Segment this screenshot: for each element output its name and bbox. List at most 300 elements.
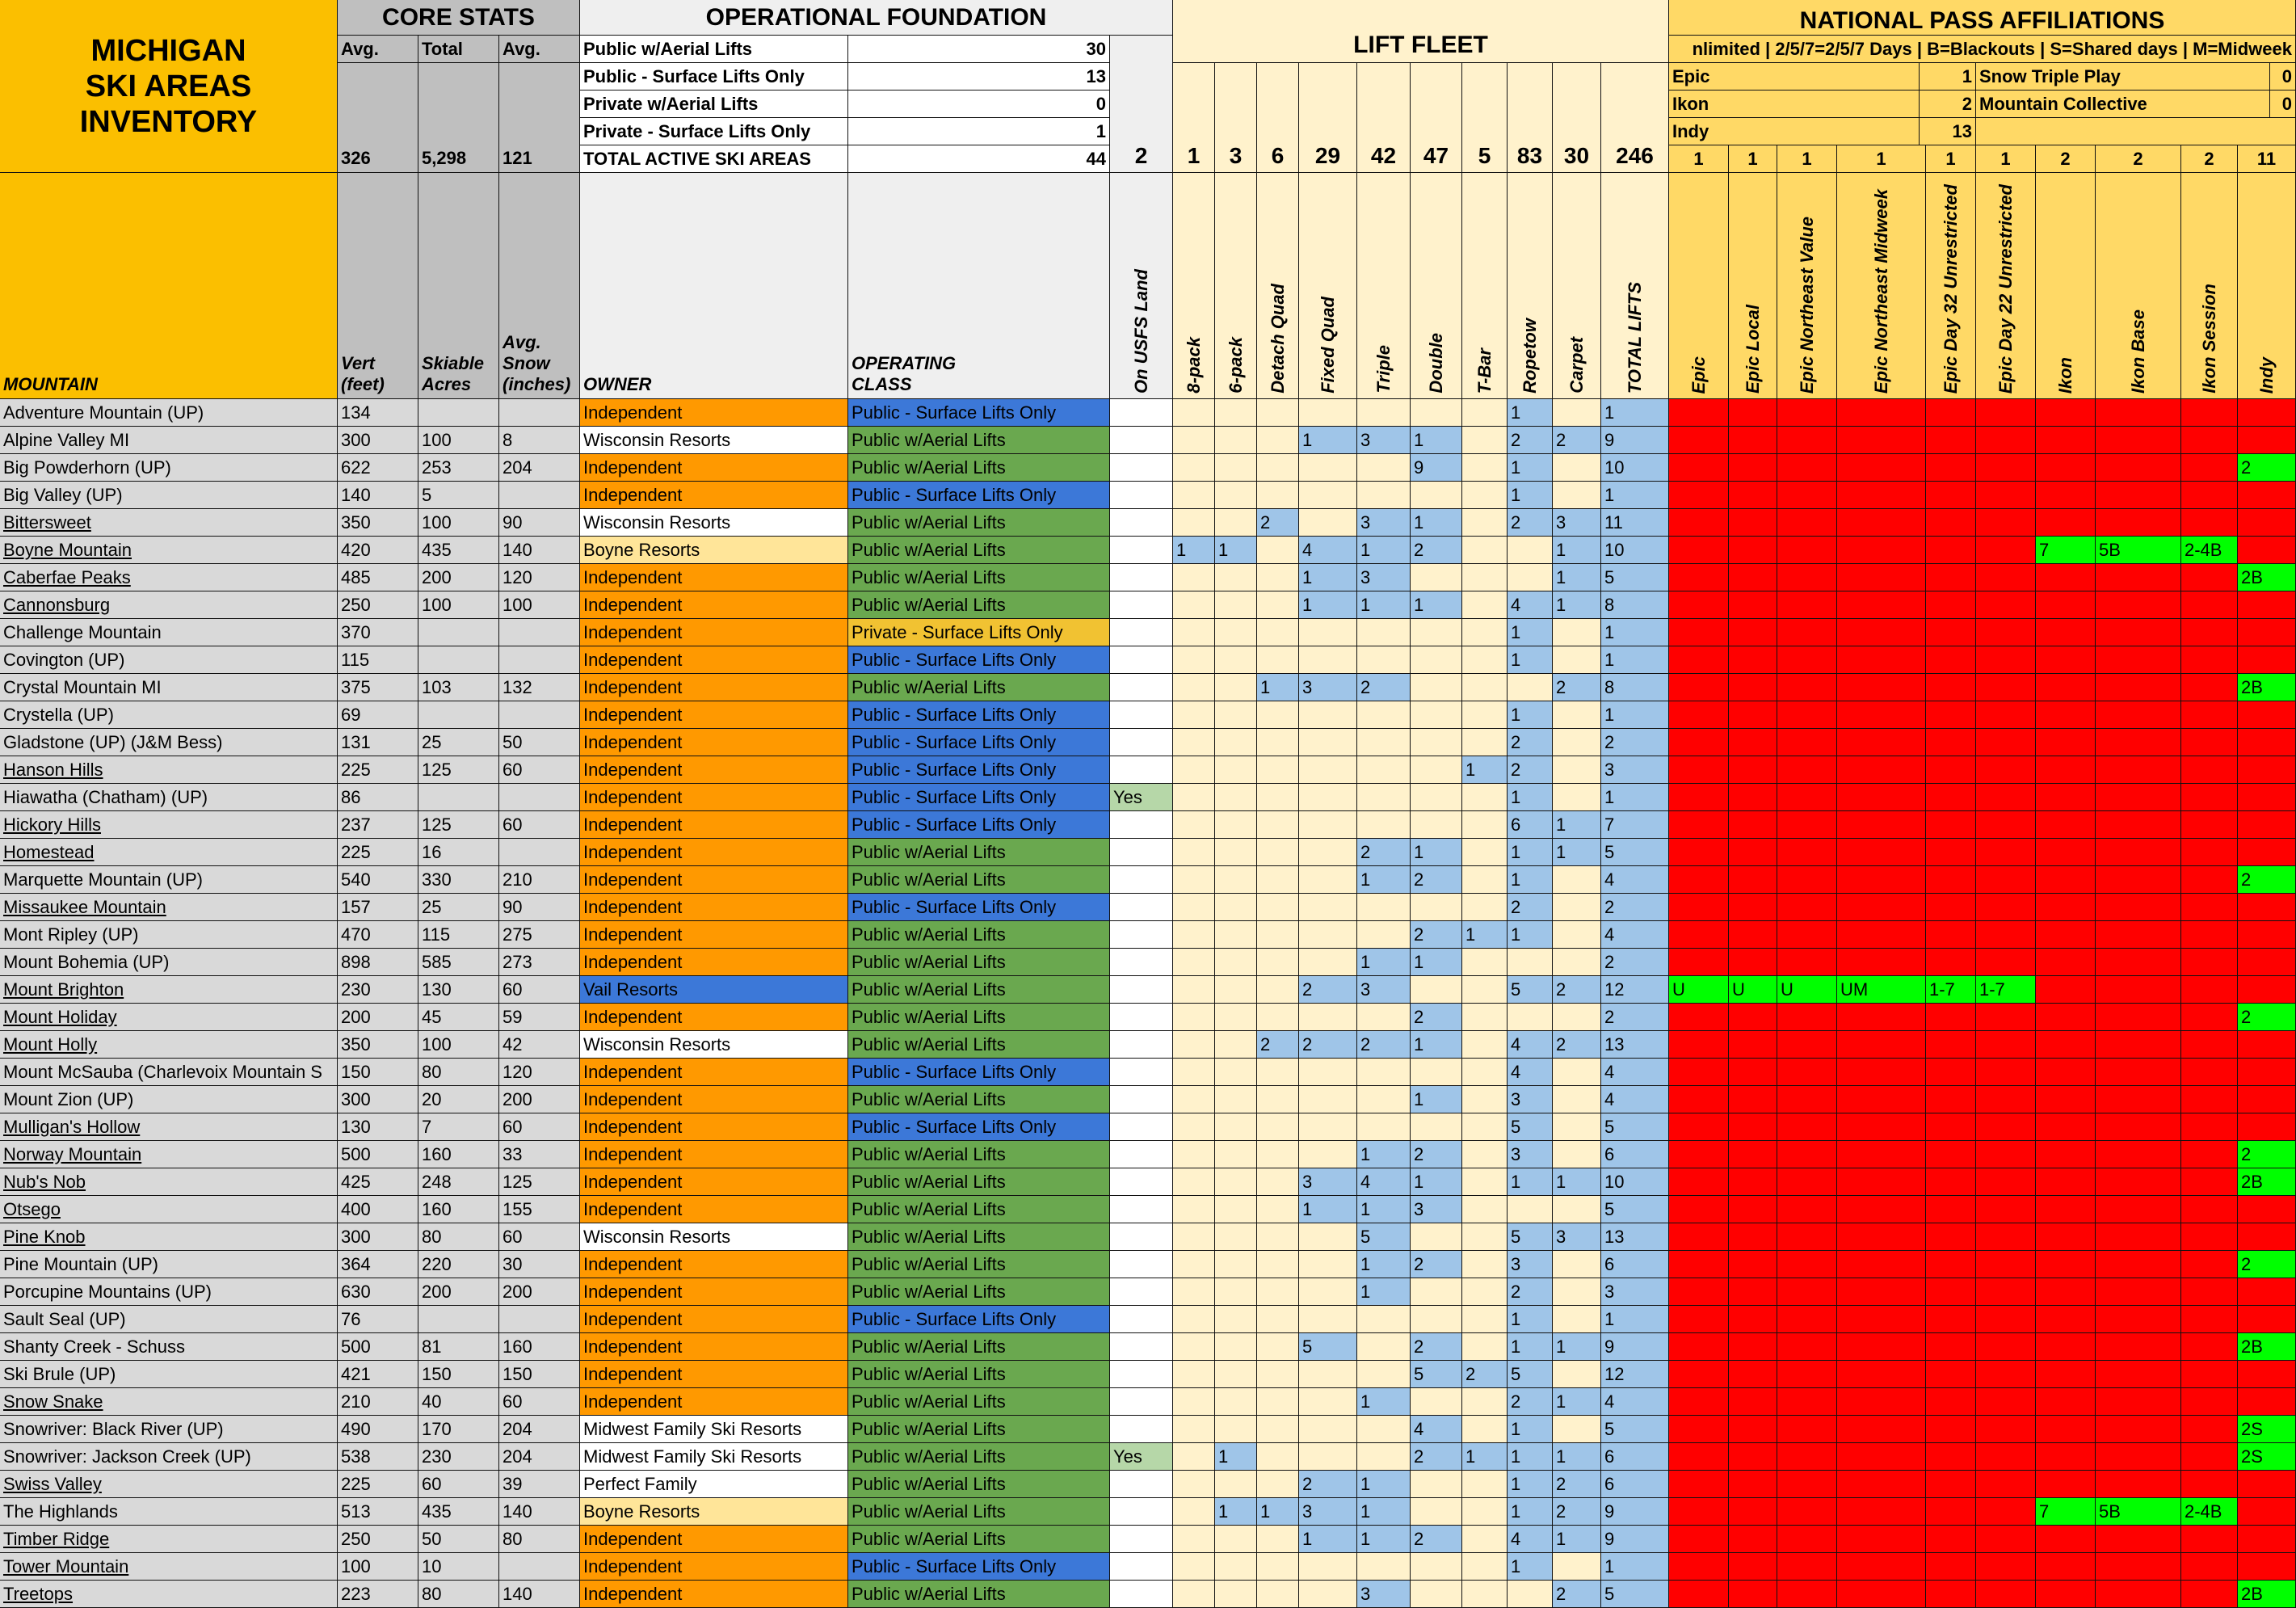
lift-count [1215, 399, 1257, 427]
pass-value [2036, 591, 2096, 619]
pass-value [2036, 866, 2096, 894]
pass-value [2036, 564, 2096, 591]
mountain-name[interactable]: Mount Holiday [0, 1004, 338, 1031]
lift-count [1553, 1004, 1601, 1031]
pass-value [1777, 1443, 1837, 1471]
mountain-name[interactable]: Cannonsburg [0, 591, 338, 619]
usfs-value [1110, 1278, 1173, 1306]
vert-value: 370 [338, 619, 418, 646]
operating-class-value: Public - Surface Lifts Only [848, 811, 1110, 839]
owner-value: Independent [580, 784, 848, 811]
pass-value [2036, 1196, 2096, 1223]
lift-count [1462, 1059, 1508, 1086]
pass-value [1777, 1553, 1837, 1581]
lift-count [1215, 839, 1257, 866]
pass-value [2096, 921, 2181, 949]
lift-count [1299, 509, 1357, 537]
lift-count: 3 [1299, 1168, 1357, 1196]
pass-value [1976, 619, 2036, 646]
usfs-value [1110, 894, 1173, 921]
lift-count [1215, 1333, 1257, 1361]
total-lifts-value: 5 [1601, 1196, 1669, 1223]
usfs-value [1110, 1361, 1173, 1388]
total-lifts-value: 4 [1601, 1086, 1669, 1113]
mountain-name[interactable]: Norway Mountain [0, 1141, 338, 1168]
pass-value [1729, 729, 1777, 756]
pass-value [1669, 894, 1729, 921]
mountain-name: Adventure Mountain (UP) [0, 399, 338, 427]
total-lifts-value: 1 [1601, 784, 1669, 811]
acres-value: 125 [418, 811, 499, 839]
pass-value [1926, 1086, 1976, 1113]
lift-count [1173, 949, 1215, 976]
lift-count [1357, 756, 1411, 784]
pass-value [2036, 784, 2096, 811]
header-owner: OWNER [580, 173, 848, 399]
lift-count: 2 [1553, 976, 1601, 1004]
mountain-name[interactable]: Mount Brighton [0, 976, 338, 1004]
snow-value [499, 646, 580, 674]
acres-value: 435 [418, 537, 499, 564]
pass-value [2096, 1416, 2181, 1443]
core-stats-value: 326 [338, 63, 418, 173]
owner-value: Independent [580, 1141, 848, 1168]
owner-value: Boyne Resorts [580, 537, 848, 564]
pass-value [2238, 1223, 2296, 1251]
acres-value: 80 [418, 1223, 499, 1251]
operating-class-value: Public w/Aerial Lifts [848, 921, 1110, 949]
pass-value: 1-7 [1926, 976, 1976, 1004]
pass-value [2036, 701, 2096, 729]
owner-value: Independent [580, 1251, 848, 1278]
pass-value [1837, 1278, 1926, 1306]
pass-value [1837, 1498, 1926, 1526]
pass-value [1669, 591, 1729, 619]
pass-value [1837, 1031, 1926, 1059]
lift-count [1411, 729, 1462, 756]
lift-count [1553, 1086, 1601, 1113]
pass-value [2036, 509, 2096, 537]
usfs-value [1110, 564, 1173, 591]
acres-value: 200 [418, 564, 499, 591]
pass-value [2096, 894, 2181, 921]
snow-value: 160 [499, 1333, 580, 1361]
lift-count [1357, 1553, 1411, 1581]
lift-count [1462, 1141, 1508, 1168]
usfs-value [1110, 674, 1173, 701]
pass-value [2096, 1223, 2181, 1251]
lift-count [1173, 701, 1215, 729]
acres-value [418, 701, 499, 729]
pass-value: 2B [2238, 1168, 2296, 1196]
lift-count [1508, 1196, 1553, 1223]
operating-class-value: Public w/Aerial Lifts [848, 1196, 1110, 1223]
pass-value [2096, 1113, 2181, 1141]
pass-value [1777, 1086, 1837, 1113]
header-pass-0 [1669, 173, 1729, 399]
pass-value [2096, 976, 2181, 1004]
pass-value: 2S [2238, 1443, 2296, 1471]
mountain-name: Big Powderhorn (UP) [0, 454, 338, 482]
pass-value [1926, 1223, 1976, 1251]
pass-value [2238, 1388, 2296, 1416]
usfs-value [1110, 866, 1173, 894]
lift-count [1215, 509, 1257, 537]
lift-count [1215, 1388, 1257, 1416]
mountain-name[interactable]: Bittersweet [0, 509, 338, 537]
pass-value [2181, 1388, 2238, 1416]
lift-count [1462, 811, 1508, 839]
sheet-title [0, 0, 338, 173]
usfs-value [1110, 1141, 1173, 1168]
lift-count: 1 [1411, 949, 1462, 976]
pass-value [2181, 674, 2238, 701]
pass-value [2096, 674, 2181, 701]
pass-value [2096, 454, 2181, 482]
mountain-name[interactable]: Pine Knob [0, 1223, 338, 1251]
lift-count: 1 [1215, 537, 1257, 564]
vert-value: 134 [338, 399, 418, 427]
mountain-name[interactable]: Timber Ridge [0, 1526, 338, 1553]
pass-value [2181, 729, 2238, 756]
owner-value: Independent [580, 921, 848, 949]
lift-count [1462, 729, 1508, 756]
pass-value [1669, 646, 1729, 674]
pass-value [1669, 1388, 1729, 1416]
lift-count [1173, 839, 1215, 866]
lift-count: 2 [1411, 1251, 1462, 1278]
lift-count [1299, 784, 1357, 811]
lift-count [1215, 482, 1257, 509]
pass-value [1777, 1196, 1837, 1223]
vert-value: 76 [338, 1306, 418, 1333]
op-summary-value: 0 [848, 91, 1110, 118]
usfs-value [1110, 399, 1173, 427]
mountain-name[interactable]: Hanson Hills [0, 756, 338, 784]
total-lifts-value: 10 [1601, 1168, 1669, 1196]
acres-value: 150 [418, 1361, 499, 1388]
lift-count [1553, 756, 1601, 784]
pass-value [1926, 509, 1976, 537]
lift-count [1299, 894, 1357, 921]
pass-value [1837, 509, 1926, 537]
pass-value [1777, 482, 1837, 509]
lift-count: 1 [1357, 866, 1411, 894]
usfs-value: Yes [1110, 784, 1173, 811]
total-lifts-value: 3 [1601, 756, 1669, 784]
lift-count [1462, 564, 1508, 591]
pass-value [2096, 482, 2181, 509]
lift-count: 1 [1553, 591, 1601, 619]
op-summary-label: Public w/Aerial Lifts [580, 36, 848, 63]
lift-count: 4 [1411, 1416, 1462, 1443]
pass-value [1669, 949, 1729, 976]
pass-summary-value: 0 [2270, 91, 2296, 118]
mountain-name: Mont Ripley (UP) [0, 921, 338, 949]
mountain-name[interactable]: Boyne Mountain [0, 537, 338, 564]
pass-value [1669, 1059, 1729, 1086]
pass-value [2096, 1004, 2181, 1031]
sheet-title-line: MICHIGAN [90, 33, 246, 68]
acres-value: 103 [418, 674, 499, 701]
snow-value: 59 [499, 1004, 580, 1031]
pass-value [1976, 811, 2036, 839]
core-stats-value: 5,298 [418, 63, 499, 173]
pass-summary-label: Epic [1669, 63, 1920, 91]
pass-value [1777, 1113, 1837, 1141]
lift-count [1215, 564, 1257, 591]
lift-count: 5 [1508, 1113, 1553, 1141]
pass-value [2096, 1333, 2181, 1361]
mountain-name[interactable]: Homestead [0, 839, 338, 866]
lift-count [1462, 1086, 1508, 1113]
pass-total: 11 [2238, 145, 2296, 173]
pass-value [1669, 784, 1729, 811]
lift-count [1173, 1526, 1215, 1553]
snow-value: 120 [499, 1059, 580, 1086]
total-lifts-value: 1 [1601, 482, 1669, 509]
header-pass-8 [2181, 173, 2238, 399]
operating-class-value: Public w/Aerial Lifts [848, 1031, 1110, 1059]
pass-summary-value: 2 [1920, 91, 1976, 118]
owner-value: Independent [580, 839, 848, 866]
lift-count [1215, 1196, 1257, 1223]
owner-value: Independent [580, 1196, 848, 1223]
pass-value [1669, 921, 1729, 949]
lift-count: 1 [1462, 756, 1508, 784]
owner-value: Vail Resorts [580, 976, 848, 1004]
usfs-value [1110, 646, 1173, 674]
lift-count: 4 [1508, 1031, 1553, 1059]
total-lifts-value: 1 [1601, 399, 1669, 427]
mountain-name: Ski Brule (UP) [0, 1361, 338, 1388]
mountain-name[interactable]: Nub's Nob [0, 1168, 338, 1196]
operating-class-value: Public w/Aerial Lifts [848, 1388, 1110, 1416]
pass-value: 2B [2238, 564, 2296, 591]
pass-value [1729, 1526, 1777, 1553]
acres-value: 100 [418, 427, 499, 454]
pass-value [2238, 1306, 2296, 1333]
pass-summary-blank [1976, 118, 2296, 145]
mountain-name[interactable]: Missaukee Mountain [0, 894, 338, 921]
lift-count [1257, 866, 1299, 894]
lift-count: 3 [1357, 1581, 1411, 1608]
mountain-name[interactable]: Swiss Valley [0, 1471, 338, 1498]
pass-value [2096, 1443, 2181, 1471]
owner-value: Independent [580, 1526, 848, 1553]
lift-count: 1 [1357, 1388, 1411, 1416]
lift-count: 1 [1508, 784, 1553, 811]
pass-value [1777, 729, 1837, 756]
header-lift-5-label: Double [1425, 333, 1446, 394]
lift-count: 2 [1257, 1031, 1299, 1059]
usfs-value [1110, 1581, 1173, 1608]
operating-class-value: Public w/Aerial Lifts [848, 866, 1110, 894]
usfs-total: 2 [1110, 36, 1173, 173]
pass-value [2181, 399, 2238, 427]
lift-count: 1 [1411, 591, 1462, 619]
lift-count [1215, 1086, 1257, 1113]
lift-count [1257, 1443, 1299, 1471]
pass-value [1669, 1141, 1729, 1168]
lift-count [1462, 399, 1508, 427]
pass-value [1926, 1498, 1976, 1526]
pass-value [1669, 1278, 1729, 1306]
lift-count [1462, 976, 1508, 1004]
pass-value [1837, 1196, 1926, 1223]
total-lifts-value: 13 [1601, 1031, 1669, 1059]
lift-count [1215, 894, 1257, 921]
mountain-name[interactable]: Mulligan's Hollow [0, 1113, 338, 1141]
pass-value [2036, 1443, 2096, 1471]
pass-value [1669, 1168, 1729, 1196]
lift-count [1257, 811, 1299, 839]
lift-count [1462, 619, 1508, 646]
mountain-name[interactable]: Otsego [0, 1196, 338, 1223]
lift-count [1411, 701, 1462, 729]
snow-value: 30 [499, 1251, 580, 1278]
pass-value [1926, 1333, 1976, 1361]
mountain-name[interactable]: Snow Snake [0, 1388, 338, 1416]
lift-count [1299, 1086, 1357, 1113]
total-lifts-value: 7 [1601, 811, 1669, 839]
lift-count [1411, 674, 1462, 701]
mountain-name[interactable]: Mount Holly [0, 1031, 338, 1059]
pass-value [2036, 1113, 2096, 1141]
usfs-value [1110, 701, 1173, 729]
lift-count: 2 [1508, 1388, 1553, 1416]
pass-value [2181, 1443, 2238, 1471]
total-lifts-value: 9 [1601, 1526, 1669, 1553]
pass-value [2096, 701, 2181, 729]
lift-count: 1 [1553, 1526, 1601, 1553]
lift-count [1257, 839, 1299, 866]
lift-count [1411, 619, 1462, 646]
total-lifts-value: 1 [1601, 619, 1669, 646]
mountain-name: Crystal Mountain MI [0, 674, 338, 701]
pass-value [1777, 756, 1837, 784]
mountain-name[interactable]: Tower Mountain [0, 1553, 338, 1581]
pass-value [2036, 1416, 2096, 1443]
lift-count [1462, 1471, 1508, 1498]
snow-value: 8 [499, 427, 580, 454]
lift-count: 1 [1173, 537, 1215, 564]
usfs-value [1110, 1031, 1173, 1059]
header-lift-8 [1553, 173, 1601, 399]
vert-value: 485 [338, 564, 418, 591]
lift-count: 3 [1299, 674, 1357, 701]
pass-value [1777, 866, 1837, 894]
pass-value [2036, 454, 2096, 482]
acres-value [418, 646, 499, 674]
header-mountain: MOUNTAIN [0, 173, 338, 399]
lift-count [1357, 921, 1411, 949]
snow-value: 60 [499, 1113, 580, 1141]
pass-value [1926, 1278, 1976, 1306]
pass-value [1729, 1059, 1777, 1086]
lift-count [1173, 811, 1215, 839]
pass-value [2096, 1031, 2181, 1059]
operating-class-value: Public w/Aerial Lifts [848, 591, 1110, 619]
pass-value [1976, 1498, 2036, 1526]
pass-value [2181, 811, 2238, 839]
mountain-name: Gladstone (UP) (J&M Bess) [0, 729, 338, 756]
snow-value: 60 [499, 756, 580, 784]
lift-count [1215, 701, 1257, 729]
pass-value [1729, 1113, 1777, 1141]
pass-value [1926, 1553, 1976, 1581]
pass-value [1837, 1526, 1926, 1553]
lift-count [1508, 674, 1553, 701]
vert-value: 470 [338, 921, 418, 949]
lift-count [1257, 1004, 1299, 1031]
pass-value [2238, 1196, 2296, 1223]
mountain-name[interactable]: Treetops [0, 1581, 338, 1608]
vert-value: 200 [338, 1004, 418, 1031]
pass-value [1926, 674, 1976, 701]
lift-count: 1 [1411, 427, 1462, 454]
lift-count [1173, 1004, 1215, 1031]
pass-value [1976, 729, 2036, 756]
pass-value [1926, 1196, 1976, 1223]
pass-value: 2 [2238, 454, 2296, 482]
lift-count [1462, 1388, 1508, 1416]
pass-value [1729, 454, 1777, 482]
lift-count [1299, 1223, 1357, 1251]
operating-class-value: Public w/Aerial Lifts [848, 1361, 1110, 1388]
pass-value [2036, 1278, 2096, 1306]
pass-value [2096, 784, 2181, 811]
lift-count: 1 [1357, 1196, 1411, 1223]
lift-count [1257, 1168, 1299, 1196]
vert-value: 898 [338, 949, 418, 976]
usfs-value [1110, 1306, 1173, 1333]
mountain-name[interactable]: Caberfae Peaks [0, 564, 338, 591]
mountain-name: Crystella (UP) [0, 701, 338, 729]
lift-count [1257, 1416, 1299, 1443]
acres-value [418, 1306, 499, 1333]
pass-value [2181, 1581, 2238, 1608]
lift-count: 4 [1357, 1168, 1411, 1196]
pass-value [1976, 1251, 2036, 1278]
pass-value [1729, 1443, 1777, 1471]
lift-count [1257, 1196, 1299, 1223]
pass-value [2036, 949, 2096, 976]
owner-value: Independent [580, 756, 848, 784]
owner-value: Independent [580, 564, 848, 591]
pass-value [1976, 482, 2036, 509]
lift-count [1299, 399, 1357, 427]
vert-value: 300 [338, 1086, 418, 1113]
lift-count [1357, 646, 1411, 674]
acres-value: 435 [418, 1498, 499, 1526]
pass-value [1777, 537, 1837, 564]
pass-total: 1 [1837, 145, 1926, 173]
header-usfs-label: On USFS Land [1130, 269, 1151, 394]
pass-value [1729, 1471, 1777, 1498]
lift-count [1257, 949, 1299, 976]
header-operating-class: OPERATING CLASS [848, 173, 1110, 399]
total-lifts-value: 9 [1601, 1498, 1669, 1526]
owner-value: Independent [580, 1581, 848, 1608]
op-summary-label: Private w/Aerial Lifts [580, 91, 848, 118]
operating-class-value: Public w/Aerial Lifts [848, 454, 1110, 482]
pass-value [2238, 399, 2296, 427]
pass-total: 2 [2096, 145, 2181, 173]
lift-count [1257, 1553, 1299, 1581]
mountain-name[interactable]: Hickory Hills [0, 811, 338, 839]
pass-value [1777, 784, 1837, 811]
